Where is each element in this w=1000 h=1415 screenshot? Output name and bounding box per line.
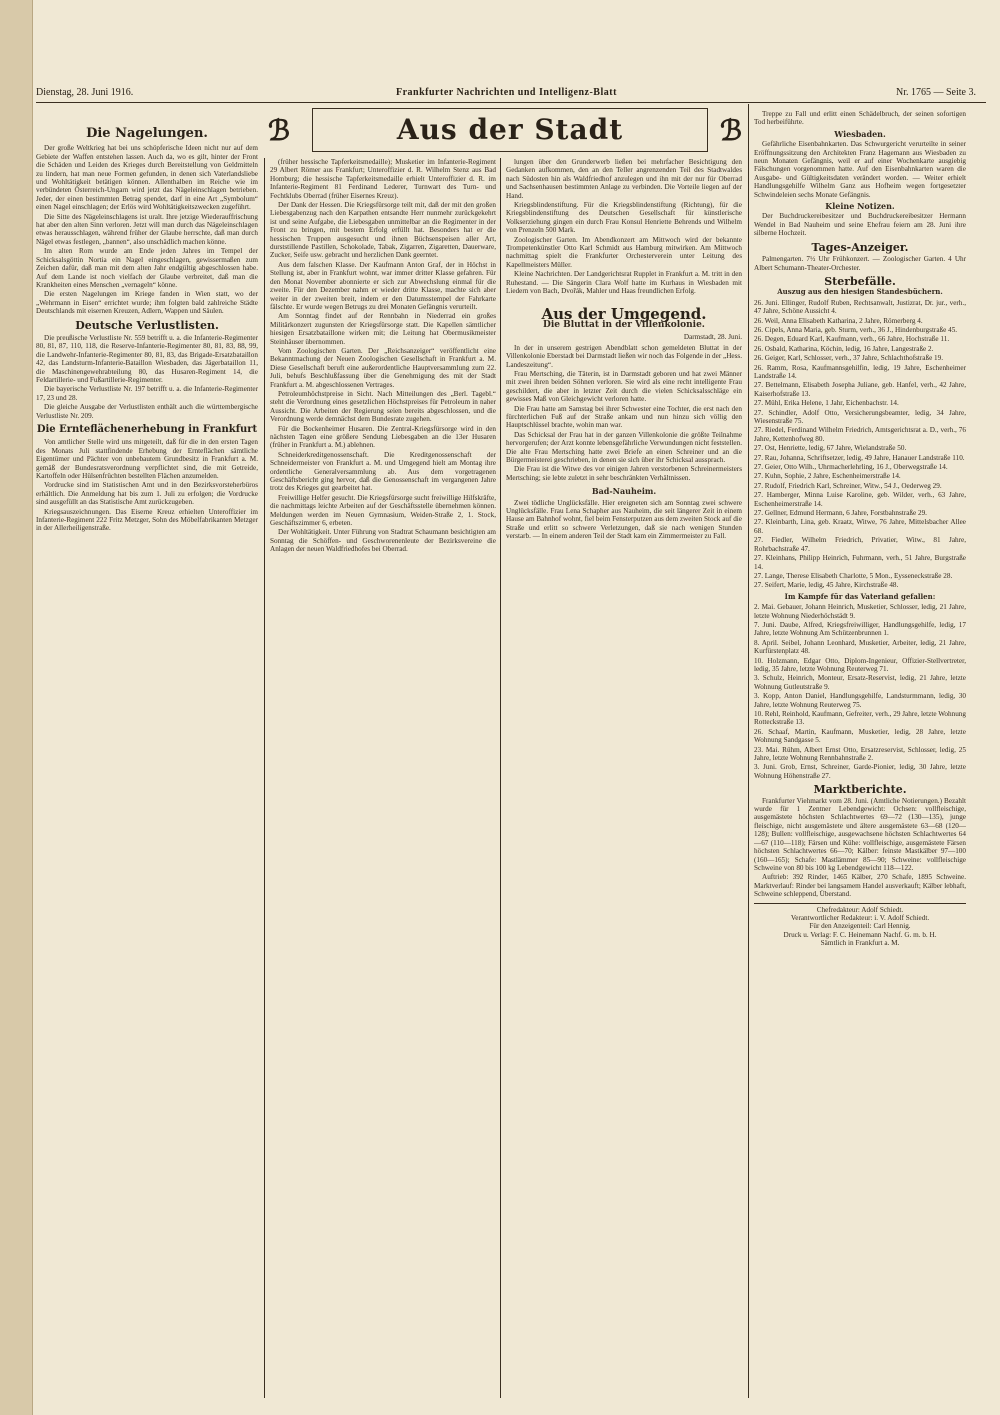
paragraph: Die bayerische Verlustliste Nr. 197 betrifft u. a. die Infanterie-Regimenter 17, 23 und 28. bbox=[36, 385, 258, 402]
fallen-entry: 23. Mai. Rühm, Albert Ernst Otto, Ersatzreservist, Schlosser, ledig, 25 Jahre, letzte Wohnung Rennbahnstraße 2. bbox=[754, 745, 966, 763]
death-entry: 27. Ost, Henriette, ledig, 67 Jahre, Wielandstraße 50. bbox=[754, 444, 907, 453]
paragraph: Kriegsblindenstiftung. Für die Kriegsblindenstiftung (Richtung), für die Kriegsblindenstiftung des Deutschen Gesellschaft für künstlerische Volkserziehung gingen ein durch Frau Konsul Henriette Behrends und Wilhelm von Prenzeln 500 Mark. bbox=[506, 201, 742, 235]
header-date: Dienstag, 28. Juni 1916. bbox=[36, 87, 134, 98]
paragraph: lungen über den Grunderwerb ließen bei mehrfacher Besichtigung den Gedanken aufkommen, den an den Teller angrenzenden Teil des Stadtwaldes nach Südosten hin als Waldfriedhof anzulegen und ihn mit der nur für Oberrad und Sachsenhausen bestimmten Anlage zu verbinden. Die Vorteile liegen auf der Hand. bbox=[506, 158, 742, 200]
death-entry: 27. Hamberger, Minna Luise Karoline, geb. Wilder, verh., 63 Jahre, Eschenheimerstraße 14. bbox=[754, 491, 966, 508]
paragraph: Vordrucke sind im Statistischen Amt und in den Bezirksvorsteherbüros erhältlich. Die Anmeldung hat bis zum 1. Juli zu erfolgen; die Vordrucke sind ausgefüllt an das Statistische Amt zurückzugeben. bbox=[36, 481, 258, 507]
paragraph: Für die Bockenheimer Husaren. Die Zentral-Kriegsfürsorge wird in den nächsten Tagen eine größere Sendung Liebesgaben an die 13er Husaren (früher in Frankfurt a. M.) ablehnen. bbox=[270, 424, 496, 450]
paragraph: Die ersten Nagelungen im Kriege fanden in Wien statt, wo der „Wehrmann in Eisen“ errichtet wurde; ihm folgten bald zahlreiche Städte Deutschlands mit eisernen Kreuzen, Adlern, Wappen und Säulen. bbox=[36, 290, 258, 316]
imprint-line: Chefredakteur: Adolf Schiedt. bbox=[816, 905, 904, 914]
article-headline: Die Bluttat in der Villenkolonie. bbox=[543, 319, 705, 330]
paragraph: Zwei tödliche Unglücksfälle. Hier ereigneten sich am Sonntag zwei schwere Unglücksfälle. Frau Lena Schapher aus Nauheim, die seit längerer Zeit in einem Hause am Bahnhof wohnt, fiel beim Fensterputzen aus dem zweiten Stock auf die Straße und erlitt so schwere Verletzungen, daß sie nach wenigen Stunden verstarb. — In einem anderen Teil der Stadt kam ein Zimmermeister zu Fall. bbox=[506, 498, 742, 541]
fallen-list bbox=[754, 603, 966, 780]
death-entry: 27. Mühl, Erika Helene, 1 Jahr, Eichenbachstr. 14. bbox=[754, 399, 899, 408]
column-3 bbox=[506, 158, 742, 1405]
paragraph: Der Buchdruckereibesitzer und Buchdruckereibesitzer Hermann Wendel in Bad Nauheim und seine Ehefrau feiern am 28. Juni ihre silberne Hochzeit. bbox=[754, 212, 966, 238]
paragraph: Vom Zoologischen Garten. Der „Reichsanzeiger“ veröffentlicht eine Bekanntmachung der Neuen Zoologischen Gesellschaft in Frankfurt a. M. Diese Gesellschaft beruft eine außerordentliche Hauptversammlung zum 22. Juli, behufs Beschlußfassung über die Genehmigung des mit der Stadt Frankfurt a. M. abgeschlossenen Vertrages. bbox=[270, 346, 496, 389]
imprint-line: Für den Anzeigenteil: Carl Hennig. bbox=[809, 922, 911, 931]
imprint-line: Verantwortlicher Redakteur: i. V. Adolf Schiedt. bbox=[790, 913, 930, 922]
paragraph: Die Sitte des Nägeleinschlagens ist uralt. Ihre jetzige Wiederauffrischung hat aber den alten Sinn verloren. Jetzt will man durch das Nägeleinschlagen etwas herausschlagen, während früher der Glaube herrschte, daß man durch Nägel etwas festlegen, „bannen“, also unschädlich machen könne. bbox=[36, 212, 258, 246]
column-rule bbox=[264, 158, 265, 1398]
section-headline: Tages-Anzeiger. bbox=[811, 240, 909, 254]
paragraph: Treppe zu Fall und erlitt einen Schädelbruch, der seinen sofortigen Tod herbeiführte. bbox=[754, 110, 966, 127]
article-headline: Bad-Nauheim. bbox=[591, 486, 657, 497]
page-header bbox=[36, 84, 986, 103]
paragraph: Die preußische Verlustliste Nr. 559 betrifft u. a. die Infanterie-Regimenter 80, 81, 87, 110, 118, die Reserve-Infanterie-Regimenter 80, 81, 83, 88, 99, die Landwehr-Infanterie-Regimenter 80, 81, 83, das Brigade-Ersatzbataillon 42, das Landsturm-Infanterie-Bataillon Wiesbaden, das Jägerbataillon 11, die Maschinengewehrabteilung 80, das Husaren-Regiment 14, die Feldartillerie- und Fußartillerie-Regimenter. bbox=[36, 333, 258, 384]
subheadline: Auszug aus den hiesigen Standesbüchern. bbox=[777, 287, 943, 297]
death-entry: 27. Fiedler, Wilhelm Friedrich, Privatier, Witw., 81 Jahre, Rohrbachstraße 47. bbox=[754, 536, 966, 553]
death-entry: 27. Kleinhans, Philipp Heinrich, Fuhrmann, verh., 51 Jahre, Burgstraße 14. bbox=[754, 554, 966, 571]
death-entry: 27. Bettelmann, Elisabeth Josepha Juliane, geb. Hanfel, verh., 42 Jahre, Kaiserhofstraße 13. bbox=[754, 381, 966, 398]
death-entry: 27. Geier, Otto Wilh., Uhrmacherlehrling, 16 J., Oberwegstraße 14. bbox=[754, 463, 948, 472]
death-entry: 26. Ramm, Rosa, Kaufmannsgehilfin, ledig, 19 Jahre, Eschenheimer Landstraße 14. bbox=[754, 363, 966, 380]
paragraph: Die Frau ist die Witwe des vor einigen Jahren verstorbenen Schreinermeisters Mertsching; sie lebte zuletzt in sehr beschränkten Verhältnissen. bbox=[506, 465, 742, 482]
death-entry: 26. Osbald, Katharina, Köchin, ledig, 16 Jahre, Langestraße 2. bbox=[754, 344, 934, 353]
right-ornament-icon: ℬ bbox=[720, 114, 743, 147]
paragraph: Frankfurter Viehmarkt vom 28. Juni. (Amtliche Notierungen.) Bezahlt wurde für 1 Zentner Lebendgewicht: Ochsen: vollfleischige, ausgemästete höchsten Schlachtwertes 69—72 (130—135), junge fleischige, nicht ausgemästete und ältere ausgemästete 63—68 (120—128); Bullen: vollfleischige, ausgewachsene höchsten Schlachtwertes 64—67 (110—118); Färsen und Kühe: vollfleischige, ausgemästete Färsen höchsten Schlachtwertes 66—70; Kälber: feinste Mastkälber 97—100 (160—165); Schafe: Mastlämmer 85—90; Schweine: vollfleischige Schweine von 80 bis 100 kg Lebendgewicht 118—122. bbox=[754, 796, 966, 872]
death-entry: 27. Rau, Johanna, Schriftsetzer, ledig, 49 Jahre, Hanauer Landstraße 110. bbox=[754, 453, 965, 462]
death-entry: 27. Schindler, Adolf Otto, Versicherungsbeamter, ledig, 34 Jahre, Wiesenstraße 75. bbox=[754, 408, 966, 425]
fallen-entry: 3. Juni. Grob, Ernst, Schreiner, Garde-Pionier, ledig, 30 Jahre, letzte Wohnung Höhenstraße 27. bbox=[754, 763, 966, 780]
paragraph: Der Wohltätigkeit. Unter Führung von Stadtrat Schaumann besichtigten am Sonntag die Schöffen- und Geschworenenleute der Bezirksvereine die Anlagen der neuen Waldfriedhofes bei Oberrad. bbox=[270, 528, 496, 554]
imprint bbox=[754, 903, 966, 948]
death-entry: 26. Weil, Anna Elisabeth Katharina, 2 Jahre, Römerberg 4. bbox=[754, 316, 923, 325]
paragraph: Schneiderkreditgenossenschaft. Die Kreditgenossenschaft der Schneidermeister von Frankfurt a. M. und Umgegend hielt am Montag ihre ordentliche Generalversammlung ab. Aus dem vorgetragenen Geschäftsbericht ging hervor, daß die Genossenschaft im vergangenen Jahre trotz des Krieges gut gearbeitet hat. bbox=[270, 450, 496, 493]
paragraph: Kriegsauszeichnungen. Das Eiserne Kreuz erhielten Unteroffizier im Infanterie-Regiment 222 Fritz Metzger, Sohn des Möbelfabrikanten Metzger in der Allerheiligenstraße. bbox=[36, 507, 258, 533]
subheadline: Im Kampfe für das Vaterland gefallen: bbox=[784, 591, 936, 601]
paragraph: Auftrieb: 392 Rinder, 1465 Kälber, 270 Schafe, 1895 Schweine. Marktverlauf: Rinder bei langsamem Handel ausverkauft; Kälber lebhaft, Schweine schleppend, Überstand. bbox=[754, 873, 966, 899]
paragraph: Petroleumhöchstpreise in Sicht. Nach Mitteilungen des „Berl. Tagebl.“ steht die Verordnung eines gesetzlichen Höchstpreises für Petroleum in naher Aussicht. Die Arbeiten der Regierung seien bereits abgeschlossen, und die Verordnung werde demnächst dem Bundesrate zugehen. bbox=[270, 389, 496, 424]
death-entry: 27. Kleinbarth, Lina, geb. Kraatz, Witwe, 76 Jahre, Mittelsbacher Allee 68. bbox=[754, 518, 966, 535]
death-entry: 26. Cipels, Anna Maria, geb. Sturm, verh., 36 J., Hindenburgstraße 45. bbox=[754, 325, 958, 334]
paragraph: Aus dem falschen Klasse. Der Kaufmann Anton Graf, der in Höchst in Stellung ist, aber in Frankfurt wohnt, war immer dritter Klasse gefahren. Für den Monat November abonnierte er sich zur Abwechslung einmal für die zweite. Für den Dezember nahm er wieder dritte Klasse, machte sich aber weiter in der zweiten breit, indem er den Datumsstempel der Fahrkarte fälschte. Er wurde wegen Betrugs zu drei Monaten Gefängnis verurteilt. bbox=[270, 260, 496, 311]
header-page-number: Nr. 1765 — Seite 3. bbox=[896, 87, 976, 98]
paragraph: (früher hessische Tapferkeitsmedaille); Musketier im Infanterie-Regiment 29 Albert Römer aus Frankfurt; Unteroffizier d. R. Wilhelm Stenz aus Bad Homburg; die hessische Tapferkeitsmedaille erhielt Unteroffizier d. R. im Infanterie-Regiment 81 Ferdinand Lederer, Turnwart des Turn- und Fechtklubs Oberrad (früher Eisernes Kreuz). bbox=[270, 158, 496, 200]
article-headline: Deutsche Verlustlisten. bbox=[75, 318, 219, 332]
left-ornament-icon: ℬ bbox=[268, 114, 291, 147]
paragraph: Kleine Nachrichten. Der Landgerichtsrat Rupplet in Frankfurt a. M. tritt in den Ruhestand. — Die Sängerin Clara Wolf hatte im Kurhaus in Wiesbaden mit Liedern von Bach, Dvořák, Mahler und Haas freundlichen Erfolg. bbox=[506, 270, 742, 296]
paragraph: Im alten Rom wurde am Ende jeden Jahres im Tempel der Schicksalsgöttin Nortia ein Nagel eingeschlagen, gewissermaßen zum Zeichen dafür, daß man mit dem alten Jahr endgültig abgeschlossen habe. Auf dem Lande ist noch vielfach der Glaube verbreitet, daß man die Krankheiten eines Menschen „vernageln“ könne. bbox=[36, 247, 258, 289]
fallen-entry: 2. Mai. Gebauer, Johann Heinrich, Musketier, Schlosser, ledig, 21 Jahre, letzte Wohnung Niederhöchstädt 9. bbox=[754, 603, 966, 620]
paragraph: In der in unserem gestrigen Abendblatt schon gemeldeten Bluttat in der Villenkolonie Eberstadt bei Darmstadt ließen wir noch das Folgende in der „Hess. Landeszeitung“. bbox=[506, 343, 742, 369]
fallen-entry: 7. Juni. Daube, Alfred, Kriegsfreiwilliger, Handlungsgehilfe, ledig, 17 Jahre, letzte Wohnung Am Schützenbrunnen 1. bbox=[754, 620, 966, 638]
paragraph: Am Sonntag findet auf der Rennbahn in Niederrad ein großes Militärkonzert zugunsten der Kriegsfürsorge statt. Die Kapellen sämtlicher hiesigen Ersatzbataillone wirken mit; die Leitung hat Obermusikmeister Steinhäuser übernommen. bbox=[270, 312, 496, 346]
paragraph: Freiwillige Helfer gesucht. Die Kriegsfürsorge sucht freiwillige Hilfskräfte, die nachmittags leichte Arbeiten auf der Geschäftsstelle übernehmen können. Meldungen werden im Neuen Gymnasium, Weiden-Straße 2, 1. Stock, Geschäftszimmer 6, erbeten. bbox=[270, 493, 496, 528]
column-rule bbox=[748, 104, 749, 1398]
paragraph: Zoologischer Garten. Im Abendkonzert am Mittwoch wird der bekannte Trompetenkünstler Otto Karl Schmidt aus Hamburg mitwirken. Am Mittwoch nachmittag spielt die Frankfurter Orchesterverein unter Leitung des Kapellmeisters Müller. bbox=[506, 235, 742, 269]
column-rule bbox=[500, 158, 501, 1398]
section-headline: Sterbefälle. bbox=[824, 274, 896, 288]
fallen-entry: 8. April. Seibel, Johann Leonhard, Musketier, Arbeiter, ledig, 21 Jahre, Kurfürstenplatz 48. bbox=[754, 638, 966, 656]
article-headline: Kleine Notizen. bbox=[825, 201, 895, 212]
death-entry: 27. Rudolf, Friedrich Karl, Schreiner, Witw., 54 J., Oederweg 29. bbox=[754, 481, 942, 490]
fallen-entry: 3. Schulz, Heinrich, Monteur, Ersatz-Reservist, ledig, 21 Jahre, letzte Wohnung Gutleutstraße 9. bbox=[754, 674, 966, 691]
death-entry: 26. Geiger, Karl, Schlosser, verh., 37 Jahre, Schlachthofstraße 19. bbox=[754, 354, 944, 363]
paragraph: Gefährliche Eisenbahnkarten. Das Schwurgericht verurteilte in seiner Eröffnungssitzung den Architekten Franz Hagemann aus Wiesbaden zu neun Monaten Gefängnis, weil er auf einer Wochenkarte ausgiebig Fälschungen vorgenommen hatte. Auf den Eisenbahnkarten waren die Ausgabe- und Gültigkeitsdaten verändert worden. — Weiter erhielt Handlungsgehilfe Wilhelm Ganz aus Hofheim wegen fortgesetzter Schwindeleien sechs Monate Gefängnis. bbox=[754, 140, 966, 199]
paragraph: Palmengarten. 7½ Uhr Frühkonzert. — Zoologischer Garten. 4 Uhr Albert Schumann-Theater-Orchester. bbox=[754, 255, 966, 272]
death-entry: 27. Gellner, Edmund Hermann, 6 Jahre, Forstbahnstraße 29. bbox=[754, 509, 927, 518]
dateline: Darmstadt, 28. Juni. bbox=[683, 333, 742, 342]
paragraph: Der große Weltkrieg hat bei uns schöpferische Ideen nicht nur auf dem Gebiete der Waffen entstehen lassen. Auch da, wo es gilt, hinter der Front die Schäden und Leiden des Krieges durch Bereitstellung von Geldmitteln zu lindern, hat man neue Formen gefunden, in denen sich Vaterlandsliebe und Wohltätigkeit betätigen können. Allenthalben im Reiche wie im verbündeten Österreich-Ungarn wird jetzt das Nägeleinschlagen betrieben. Jeder, der einen bestimmten Betrag spendet, darf in eine Art „Symbolum“ einen Nagel einschlagen; der Erlös wird Wohltätigkeitszwecken zugeführt. bbox=[36, 144, 258, 212]
section-title: Aus der Stadt bbox=[396, 113, 624, 146]
article-headline: Wiesbaden. bbox=[834, 128, 886, 139]
deaths-list bbox=[754, 299, 966, 590]
section-headline: Aus der Umgegend. bbox=[541, 304, 707, 323]
imprint-line: Sämtlich in Frankfurt a. M. bbox=[820, 939, 900, 948]
fallen-entry: 10. Holzmann, Edgar Otto, Diplom-Ingenieur, Offizier-Stellvertreter, ledig, 35 Jahre, letzte Wohnung Reuterweg 71. bbox=[754, 656, 966, 673]
fallen-entry: 26. Schaaf, Martin, Kaufmann, Musketier, ledig, 28 Jahre, letzte Wohnung Sandgasse 5. bbox=[754, 727, 966, 745]
death-entry: 27. Lange, Therese Elisabeth Charlotte, 5 Mon., Eysseneckstraße 28. bbox=[754, 571, 953, 580]
death-entry: 27. Riedel, Ferdinand Wilhelm Friedrich, Amtsgerichtsrat a. D., verh., 76 Jahre, Kettenhofweg 80. bbox=[754, 426, 966, 443]
fallen-entry: 10. Rehl, Reinhold, Kaufmann, Gefreiter, verh., 29 Jahre, letzte Wohnung Rotteckstraße 13. bbox=[754, 710, 966, 727]
column-4 bbox=[754, 110, 966, 1405]
death-entry: 27. Kuhn, Sophie, 2 Jahre, Eschenheimerstraße 14. bbox=[754, 472, 901, 481]
death-entry: 26. Degen, Eduard Karl, Kaufmann, verh., 66 Jahre, Hochstraße 11. bbox=[754, 335, 950, 344]
paragraph: Der Dank der Hessen. Die Kriegsfürsorge teilt mit, daß der mit den großen Liebesgabenzug nach den Karpathen entsandte Herr nunmehr zurückgekehrt ist und seine Aufgabe, die Liebesgaben unmittelbar an die Regimenter in der Front zu bringen, mit bestem Erfolg erfüllt hat. Besonders hat er die hessischen Truppen ausgesucht und ihnen Büchsenspeisen aller Art, durststillende Pastillen, Schokolade, Tabak, Zigarren, Zigaretten, Dauerware, Zucker, Seife usw. gebracht und herzlichen Dank geerntet. bbox=[270, 201, 496, 260]
article-headline: Die Ernteflächenerhebung in Frankfurt bbox=[36, 424, 258, 435]
paragraph: Frau Mertsching, die Täterin, ist in Darmstadt geboren und hat zwei Männer mit zwei ihren beiden Söhnen verloren. Sie wird als eine recht intelligente Frau geschildert, die aber in letzter Zeit durch die vielen Schicksalsschläge ein gewisses Maß von Gleichgewicht verloren hatte. bbox=[506, 369, 742, 404]
article-headline: Die Nagelungen. bbox=[86, 126, 208, 141]
paragraph: Von amtlicher Stelle wird uns mitgeteilt, daß für die in den ersten Tagen des Monats Juli stattfindende Erhebung der Ernteflächen sämtliche Eigentümer und Pächter von unbebautem Grundbesitz in Frankfurt a. M. gemäß der Bundesratsverordnung verpflichtet sind, die mit Getreide, Kartoffeln oder Hülsenfrüchten bestellten Flächen anzumelden. bbox=[36, 438, 258, 481]
fallen-entry: 3. Kopp, Anton Daniel, Handlungsgehilfe, Landsturmmann, ledig, 30 Jahre, letzte Wohnung Reuterweg 75. bbox=[754, 692, 966, 709]
section-masthead bbox=[312, 108, 708, 152]
paragraph: Die Frau hatte am Samstag bei ihrer Schwester eine Tochter, die erst nach den fürchterlichen Fuß auf der Straße ankam und nun hinzu sich völlig den Hauptschlüssel brachte, wohin man war. bbox=[506, 404, 742, 430]
column-1 bbox=[36, 120, 258, 1405]
imprint-line: Druck u. Verlag: F. C. Heinemann Nachf. G. m. b. H. bbox=[783, 930, 937, 939]
death-entry: 26. Juni. Ellinger, Rudolf Ruben, Rechtsanwalt, Justizrat, Dr. jur., verh., 47 Jahre, Schöne Aussicht 4. bbox=[754, 298, 966, 316]
paragraph: Die gleiche Ausgabe der Verlustlisten enthält auch die württembergische Verlustliste Nr. 209. bbox=[36, 403, 258, 420]
section-headline: Marktberichte. bbox=[813, 783, 907, 797]
column-2 bbox=[270, 158, 496, 1405]
page-fold-edge bbox=[0, 0, 33, 1415]
death-entry: 27. Seifert, Marie, ledig, 45 Jahre, Kirchstraße 48. bbox=[754, 581, 899, 590]
paragraph: Das Schicksal der Frau hat in der ganzen Villenkolonie die größte Teilnahme hervorgerufen; der Arzt konnte lebensgefährliche Verwundungen nicht feststellen. Die alte Frau Mertsching hatte zwei Briefe an einen Schreiner und an die Bürgermeisterei geschrieben, in denen sie sich über ihr Schicksal aussprach. bbox=[506, 430, 742, 464]
header-paper-title: Frankfurter Nachrichten und Intelligenz-Blatt bbox=[396, 87, 617, 98]
